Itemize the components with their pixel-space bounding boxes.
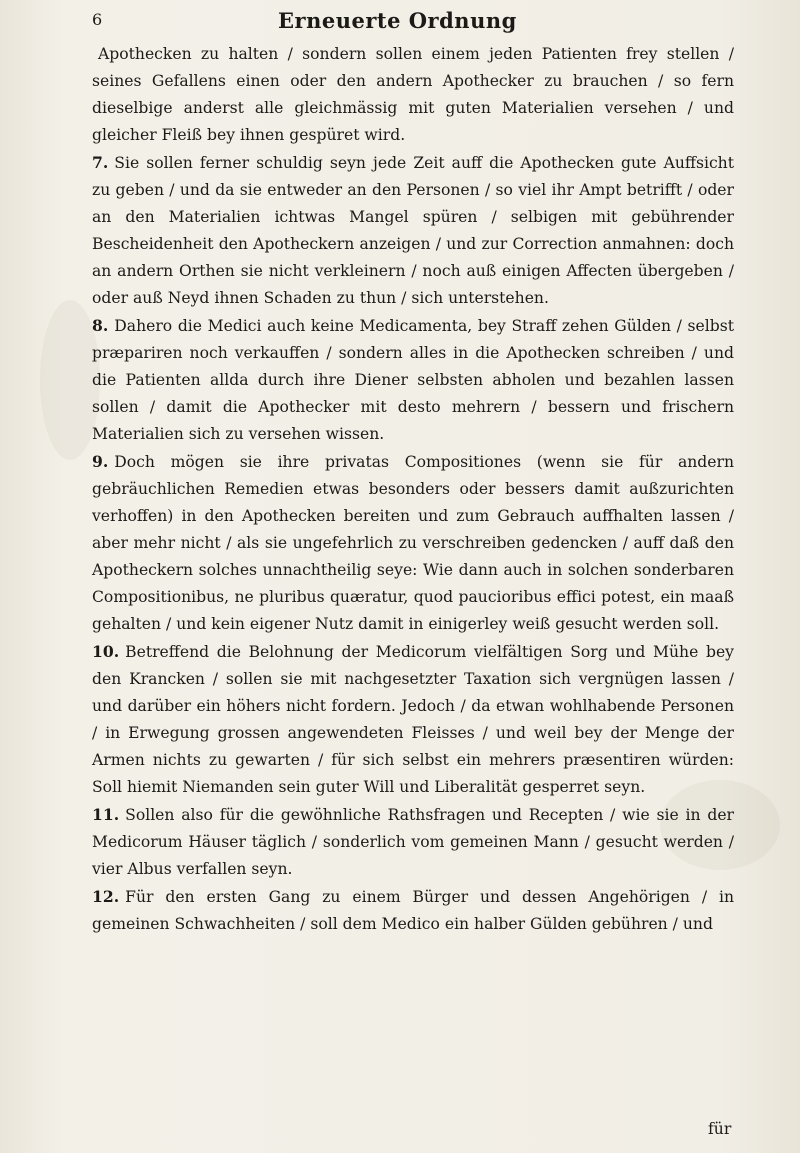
paragraph-number: 11. bbox=[92, 805, 120, 824]
paragraph-number: 12. bbox=[92, 887, 120, 906]
paragraph-number: 10. bbox=[92, 642, 120, 661]
paragraph bbox=[92, 40, 734, 149]
paragraph-text: Apothecken zu halten / sondern sollen einem jeden Patienten frey stellen / seines Gefallens einen oder den andern Apothecker zu brauchen / so fern dieselbige anderst alle gleichmässig mit guten Materialien versehen / und gleicher Fleiß bey ihnen gespüret wird. bbox=[92, 45, 734, 144]
paragraph bbox=[92, 801, 734, 883]
paragraph-text: Sie sollen ferner schuldig seyn jede Zeit auff die Apothecken gute Auffsicht zu geben / und da sie entweder an den Personen / so viel ihr Ampt betrifft / oder an den Materialien ichtwas Mangel spüren / selbigen mit gebührender Bescheidenheit den Apotheckern anzeigen / und zur Correction anmahnen: doch an andern Orthen sie nicht verkleinern / noch auß einigen Affecten übergeben / oder auß Neyd ihnen Schaden zu thun / sich unterstehen. bbox=[92, 154, 734, 307]
paragraph-number: 7. bbox=[92, 153, 109, 172]
running-title: Erneuerte Ordnung bbox=[278, 8, 517, 33]
paragraph-text: Für den ersten Gang zu einem Bürger und dessen Angehörigen / in gemeinen Schwachheiten / soll dem Medico ein halber Gülden gebühren / und bbox=[92, 888, 734, 933]
paragraph-number: 9. bbox=[92, 452, 109, 471]
paragraph-number: 8. bbox=[92, 316, 109, 335]
body-text bbox=[92, 40, 734, 938]
paragraph-text: Doch mögen sie ihre privatas Compositiones (wenn sie für andern gebräuchlichen Remedien etwas besonders oder bessers damit außzurichten verhoffen) in den Apothecken bereiten und zum Gebrauch auffhalten lassen / aber mehr nicht / als sie ungefehrlich zu verschreiben gedencken / auff daß den Apotheckern solches unnachtheilig seye: Wie dann auch in solchen sonderbaren Compositionibus, ne pluribus quæratur, quod paucioribus effici potest, ein maaß gehalten / und kein eigener Nutz damit in einigerley weiß gesucht werden soll. bbox=[92, 453, 734, 633]
paper-stain bbox=[40, 300, 100, 460]
paragraph-text: Sollen also für die gewöhnliche Rathsfragen und Recepten / wie sie in der Medicorum Häuser täglich / sonderlich vom gemeinen Mann / gesucht werden / vier Albus verfallen seyn. bbox=[92, 806, 734, 878]
page-header bbox=[92, 10, 732, 36]
catchword: für bbox=[708, 1120, 732, 1138]
paragraph-text: Betreffend die Belohnung der Medicorum vielfältigen Sorg und Mühe bey den Krancken / sollen sie mit nachgesetzter Taxation sich vergnügen lassen / und darüber ein höhers nicht fordern. Jedoch / da etwan wohlhabende Personen / in Erwegung grossen angewendeten Fleisses / und weil bey der Menge der Armen nichts zu gewarten / für sich selbst ein mehrers præsentiren würden: Soll hiemit Niemanden sein guter Will und Liberalität gesperret seyn. bbox=[92, 643, 734, 796]
paragraph bbox=[92, 883, 734, 938]
page-number: 6 bbox=[92, 10, 103, 29]
paragraph bbox=[92, 312, 734, 448]
paragraph bbox=[92, 638, 734, 801]
paragraph bbox=[92, 149, 734, 312]
paragraph bbox=[92, 448, 734, 638]
paragraph-text: Dahero die Medici auch keine Medicamenta, bey Straff zehen Gülden / selbst præpariren noch verkauffen / sondern alles in die Apothecken schreiben / und die Patienten allda durch ihre Diener selbsten abholen und bezahlen lassen sollen / damit die Apothecker mit desto mehrern / bessern und frischern Materialien sich zu versehen wissen. bbox=[92, 317, 734, 443]
